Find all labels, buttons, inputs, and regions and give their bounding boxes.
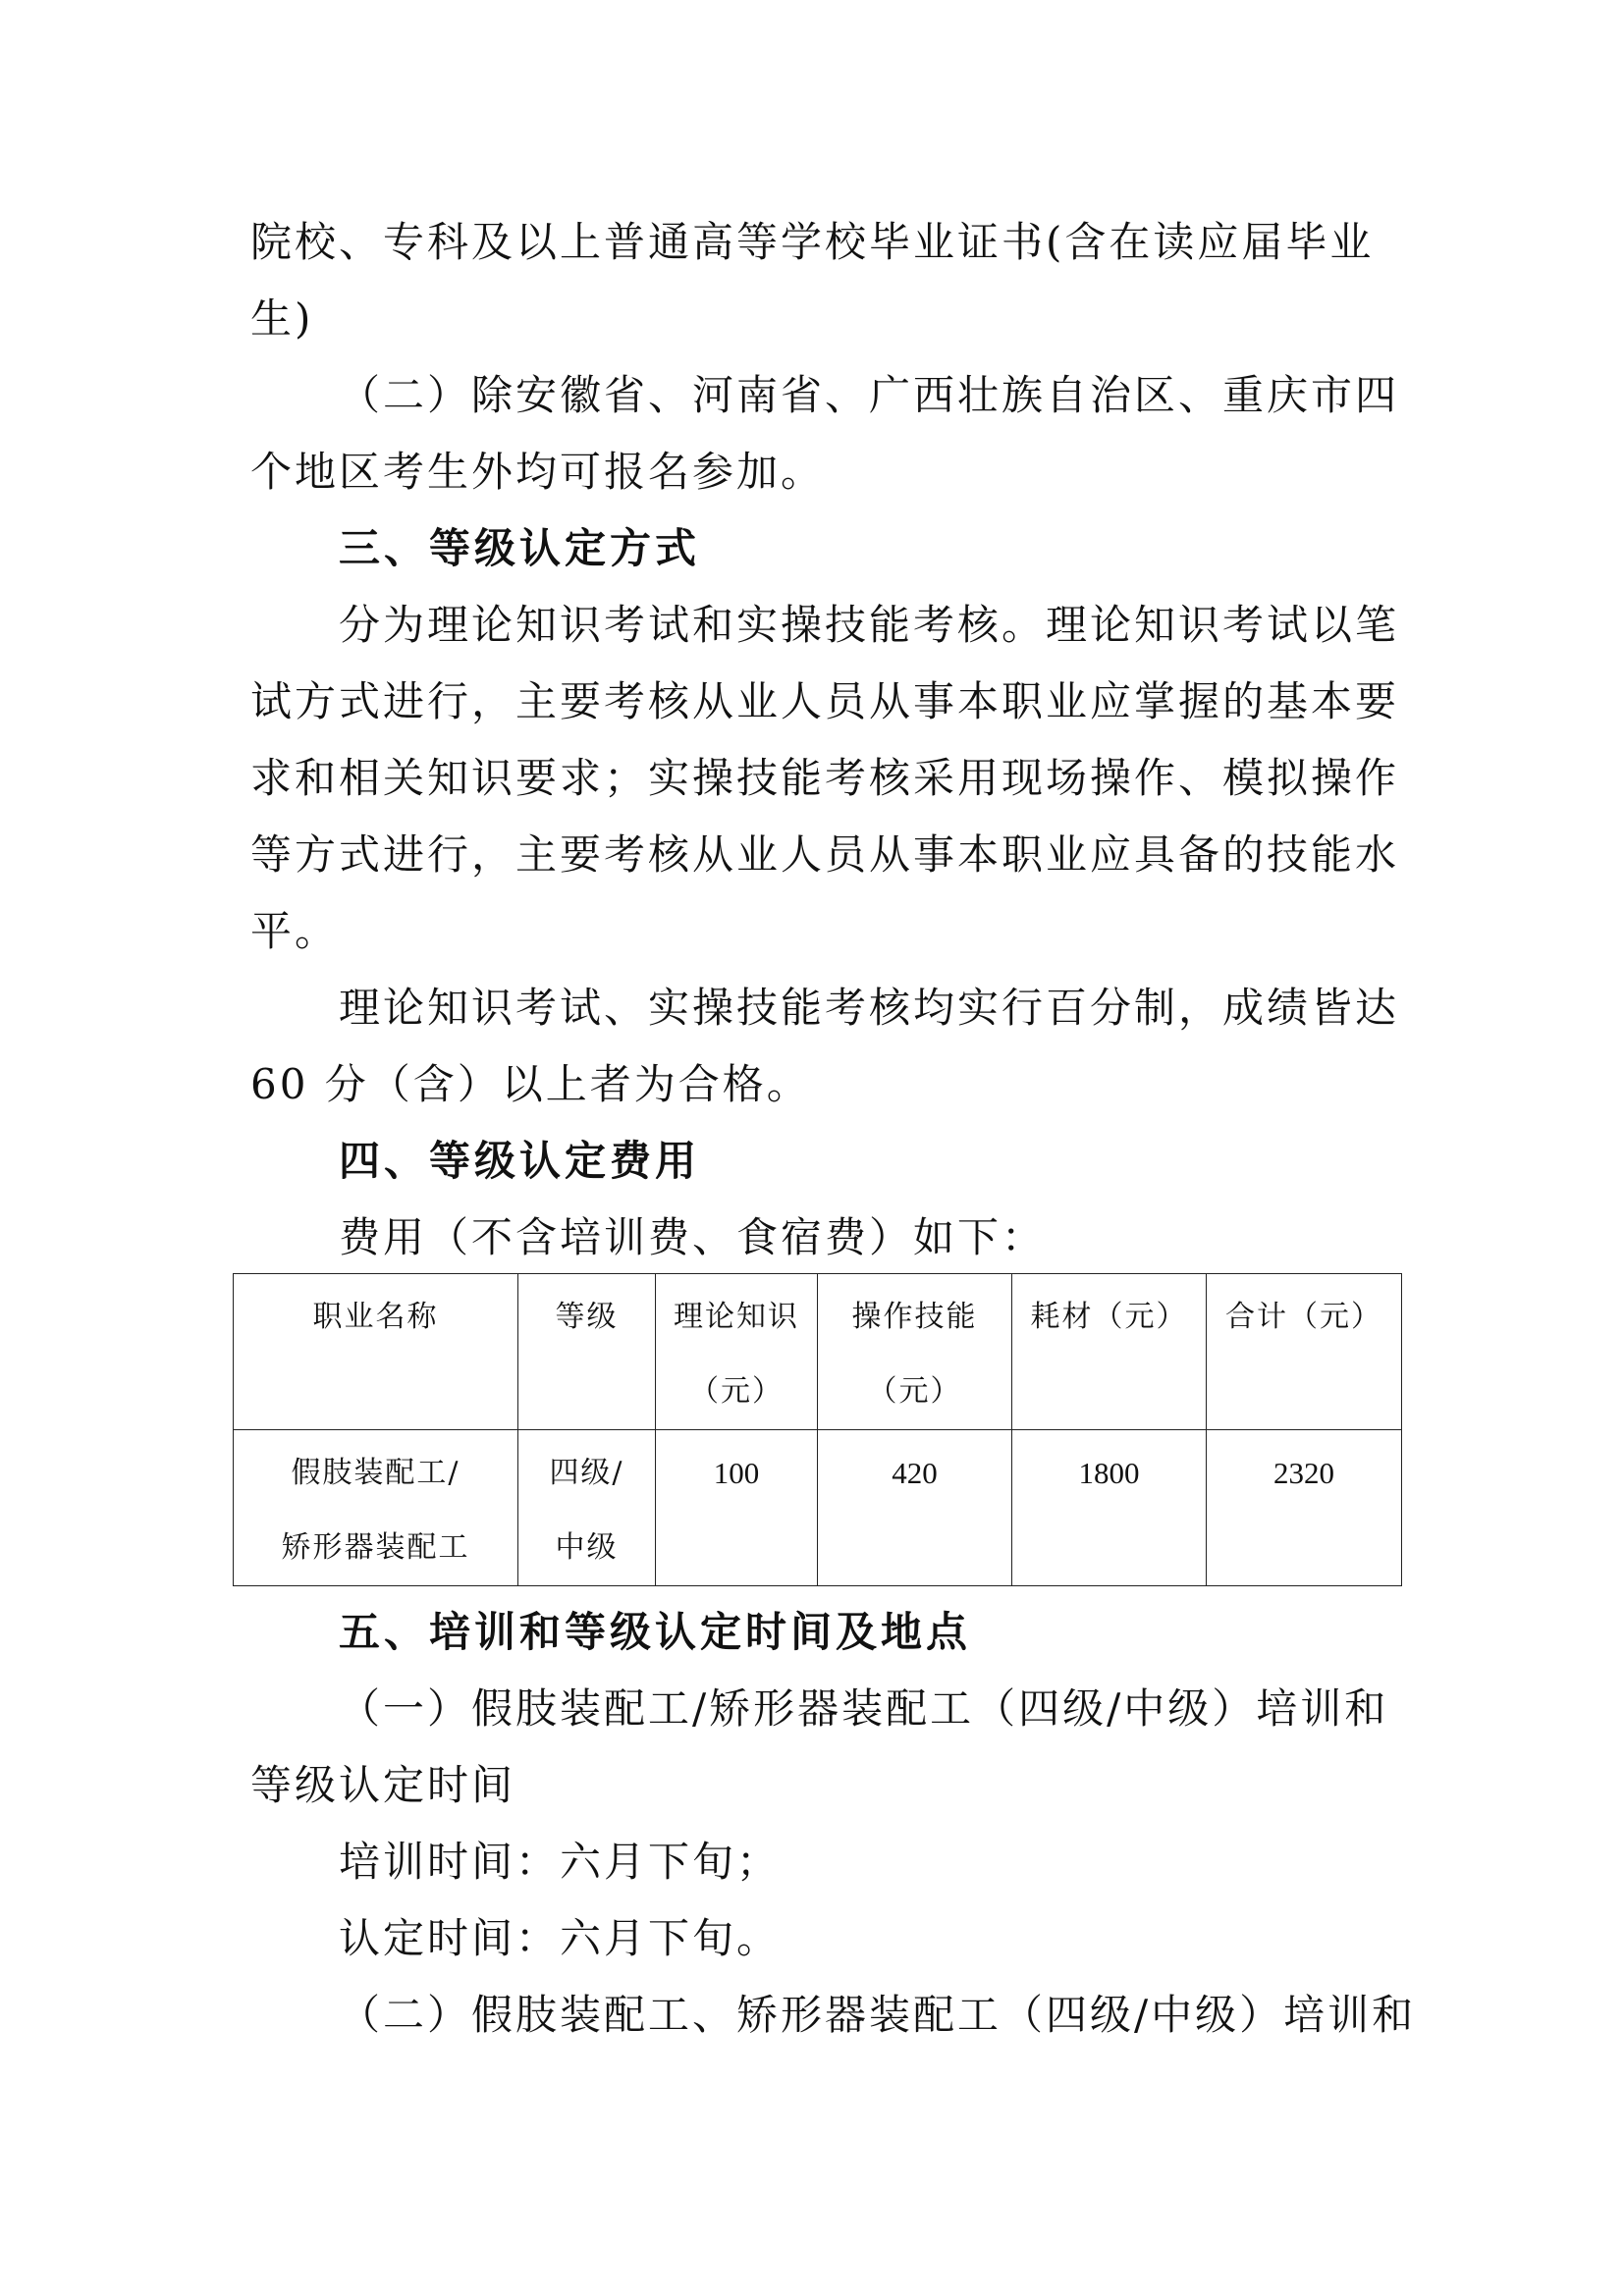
section-heading: 四、等级认定费用: [339, 1137, 701, 1185]
cell-skill: 420: [818, 1430, 1012, 1586]
fee-table: [233, 1273, 1402, 1586]
table-header-row: [234, 1274, 1402, 1430]
paragraph-line: 院校、专科及以上普通高等学校毕业证书(含在读应届毕业: [250, 218, 1375, 266]
cell-level: 四级/ 中级: [518, 1430, 656, 1586]
paragraph-line: 试方式进行，主要考核从业人员从事本职业应掌握的基本要: [250, 677, 1400, 725]
paragraph-line: 求和相关知识要求；实操技能考核采用现场操作、模拟操作: [250, 754, 1400, 802]
paragraph-line: 认定时间：六月下旬。: [339, 1914, 782, 1962]
header-cell-total: 合计（元）: [1207, 1274, 1402, 1430]
paragraph-line: 费用（不含培训费、食宿费）如下：: [339, 1213, 1047, 1261]
paragraph-line: 分为理论知识考试和实操技能考核。理论知识考试以笔: [339, 601, 1400, 649]
cell-total: 2320: [1207, 1430, 1402, 1586]
paragraph-line: 等方式进行，主要考核从业人员从事本职业应具备的技能水: [250, 830, 1400, 879]
paragraph-line: 培训时间：六月下旬；: [339, 1838, 782, 1886]
cell-name: 假肢装配工/ 矫形器装配工: [234, 1430, 518, 1586]
paragraph-line: 等级认定时间: [250, 1761, 516, 1809]
header-cell-skill: 操作技能 （元）: [818, 1274, 1012, 1430]
table-row: [234, 1430, 1402, 1586]
section-heading: 五、培训和等级认定时间及地点: [339, 1608, 972, 1656]
paragraph-line: 生): [250, 294, 314, 343]
paragraph-line: 60 分（含）以上者为合格。: [250, 1060, 811, 1108]
header-cell-theory: 理论知识 （元）: [656, 1274, 818, 1430]
paragraph-line: （二）假肢装配工、矫形器装配工（四级/中级）培训和: [339, 1991, 1417, 2039]
paragraph-line: 平。: [250, 907, 340, 955]
cell-theory: 100: [656, 1430, 818, 1586]
cell-material: 1800: [1012, 1430, 1207, 1586]
section-heading: 三、等级认定方式: [339, 524, 701, 572]
paragraph-line: 个地区考生外均可报名参加。: [250, 448, 826, 496]
paragraph-line: （二）除安徽省、河南省、广西壮族自治区、重庆市四: [339, 371, 1400, 419]
header-cell-material: 耗材（元）: [1012, 1274, 1207, 1430]
header-cell-level: 等级: [518, 1274, 656, 1430]
header-cell-name: 职业名称: [234, 1274, 518, 1430]
paragraph-line: 理论知识考试、实操技能考核均实行百分制，成绩皆达: [339, 984, 1400, 1032]
paragraph-line: （一）假肢装配工/矫形器装配工（四级/中级）培训和: [339, 1684, 1389, 1733]
